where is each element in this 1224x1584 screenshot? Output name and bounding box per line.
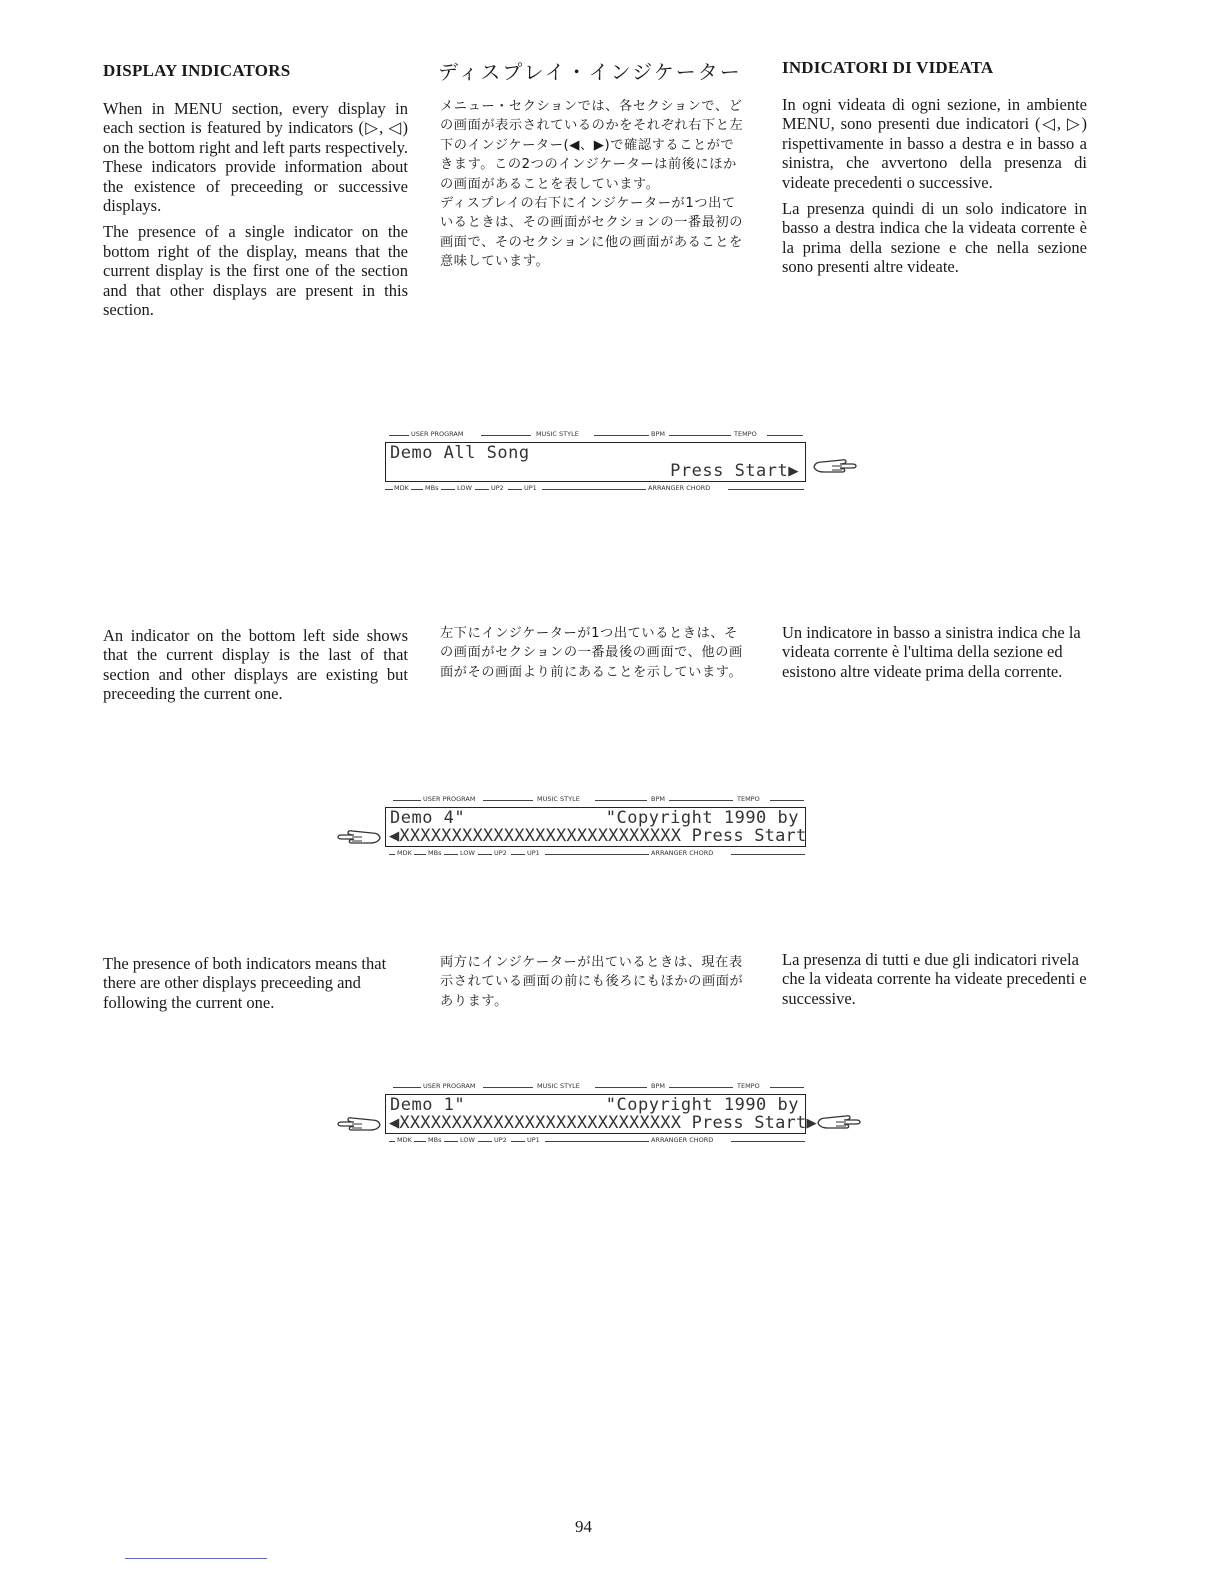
label-mdk: MDK: [397, 1136, 412, 1144]
section1-italian: [782, 95, 1087, 284]
pointing-hand-right-icon: [812, 452, 858, 476]
paragraph: In ogni videata di ogni sezione, in ambiente MENU, sono presenti due indicatori (◁, ▷) rispettivamente in basso a destra e in basso a sinistra, che avvertono della presenza di videate precedenti o successive.: [782, 95, 1087, 192]
lcd-top-labels: [389, 1082, 805, 1092]
page-number: 94: [575, 1517, 592, 1536]
section3-english: The presence of both indicators means that there are other displays preceeding and following the current one.: [103, 954, 387, 1012]
label-tempo: TEMPO: [737, 1082, 760, 1090]
label-user-program: USER PROGRAM: [423, 795, 476, 803]
lcd-line1: Demo 4": [390, 808, 466, 828]
lcd-screen: [385, 442, 806, 482]
lcd-line2: Press Start▶: [670, 461, 799, 481]
label-up2: UP2: [494, 849, 507, 857]
footer-line: [125, 1558, 267, 1559]
label-mbs: MBs: [428, 849, 442, 857]
label-mbs: MBs: [428, 1136, 442, 1144]
lcd-line1: Demo 1": [390, 1095, 466, 1115]
section2-japanese: 左下にインジケーターが1つ出ているときは、その画面がセクションの一番最後の画面で、他の画面がその画面より前にあることを示しています。: [440, 626, 743, 680]
label-music-style: MUSIC STYLE: [537, 795, 580, 803]
heading-jp: ディスプレイ・インジケーター: [438, 60, 742, 84]
section1-english: [103, 99, 408, 326]
label-arranger-chord: ARRANGER CHORD: [648, 484, 711, 492]
lcd-screen: [385, 1094, 817, 1134]
section2-english: An indicator on the bottom left side shows that the current display is the last of that section and other displays are existing but preceeding the current one.: [103, 626, 408, 704]
lcd-bottom-labels: [389, 849, 805, 859]
pointing-hand-left-icon: [336, 1110, 382, 1134]
lcd-line1-right: "Copyright 1990 by: [605, 1095, 799, 1115]
pointing-hand-left-icon: [336, 823, 382, 847]
section1-japanese: [440, 97, 748, 279]
heading-it: INDICATORI DI VIDEATA: [782, 58, 994, 77]
label-mbs: MBs: [425, 484, 439, 492]
label-arranger-chord: ARRANGER CHORD: [651, 849, 714, 857]
section3-italian: La presenza di tutti e due gli indicatori rivela che la videata corrente ha videate precedenti e successive.: [782, 950, 1087, 1008]
heading-en: DISPLAY INDICATORS: [103, 61, 291, 80]
lcd-line1: Demo All Song: [390, 443, 530, 463]
lcd-top-labels: [389, 430, 805, 440]
lcd-line1-right: "Copyright 1990 by: [605, 808, 799, 828]
paragraph: ディスプレイの右下にインジケーターが1つ出ているときは、その画面がセクションの一番最初の画面で、そのセクションに他の画面があることを意味しています。: [440, 196, 744, 270]
label-up1: UP1: [524, 484, 537, 492]
pointing-hand-right-icon: [816, 1108, 862, 1132]
label-mdk: MDK: [394, 484, 409, 492]
label-up2: UP2: [491, 484, 504, 492]
paragraph: The presence of a single indicator on the bottom right of the display, means that the current display is the first one of the section and that other displays are present in this section.: [103, 222, 408, 320]
label-arranger-chord: ARRANGER CHORD: [651, 1136, 714, 1144]
paragraph: メニュー・セクションでは、各セクションで、どの画面が表示されているのかをそれぞれ右下と左下のインジケーター(◀、▶)で確認することができます。この2つのインジケーターは前後にほかの画面があることを表しています。: [440, 99, 744, 192]
lcd-bottom-labels: [389, 1136, 805, 1146]
lcd-screen: [385, 807, 806, 847]
label-low: LOW: [457, 484, 472, 492]
label-music-style: MUSIC STYLE: [536, 430, 579, 438]
paragraph: La presenza quindi di un solo indicatore in basso a destra indica che la videata corrente è la prima della sezione e che nella sezione sono presenti altre videate.: [782, 199, 1087, 277]
lcd-line2: ◀XXXXXXXXXXXXXXXXXXXXXXXXXXX Press Start: [389, 826, 807, 846]
label-bpm: BPM: [651, 795, 665, 803]
label-user-program: USER PROGRAM: [423, 1082, 476, 1090]
label-tempo: TEMPO: [737, 795, 760, 803]
label-mdk: MDK: [397, 849, 412, 857]
section2-italian: Un indicatore in basso a sinistra indica che la videata corrente è l'ultima della sezione ed esistono altre videate prima della corrente.: [782, 623, 1081, 681]
label-user-program: USER PROGRAM: [411, 430, 464, 438]
label-up2: UP2: [494, 1136, 507, 1144]
lcd-bottom-labels: [389, 484, 805, 494]
lcd-line2: ◀XXXXXXXXXXXXXXXXXXXXXXXXXXX Press Start▶: [389, 1113, 817, 1133]
lcd-top-labels: [389, 795, 805, 805]
label-music-style: MUSIC STYLE: [537, 1082, 580, 1090]
label-low: LOW: [460, 849, 475, 857]
label-tempo: TEMPO: [734, 430, 757, 438]
label-bpm: BPM: [651, 1082, 665, 1090]
paragraph: When in MENU section, every display in each section is featured by indicators (▷, ◁) on the bottom right and left parts respectively. These indicators provide information about the existence of preceeding or successive displays.: [103, 99, 408, 216]
section3-japanese: 両方にインジケーターが出ているときは、現在表示されている画面の前にも後ろにもほかの画面があります。: [440, 955, 744, 1009]
label-up1: UP1: [527, 1136, 540, 1144]
label-bpm: BPM: [651, 430, 665, 438]
label-low: LOW: [460, 1136, 475, 1144]
label-up1: UP1: [527, 849, 540, 857]
